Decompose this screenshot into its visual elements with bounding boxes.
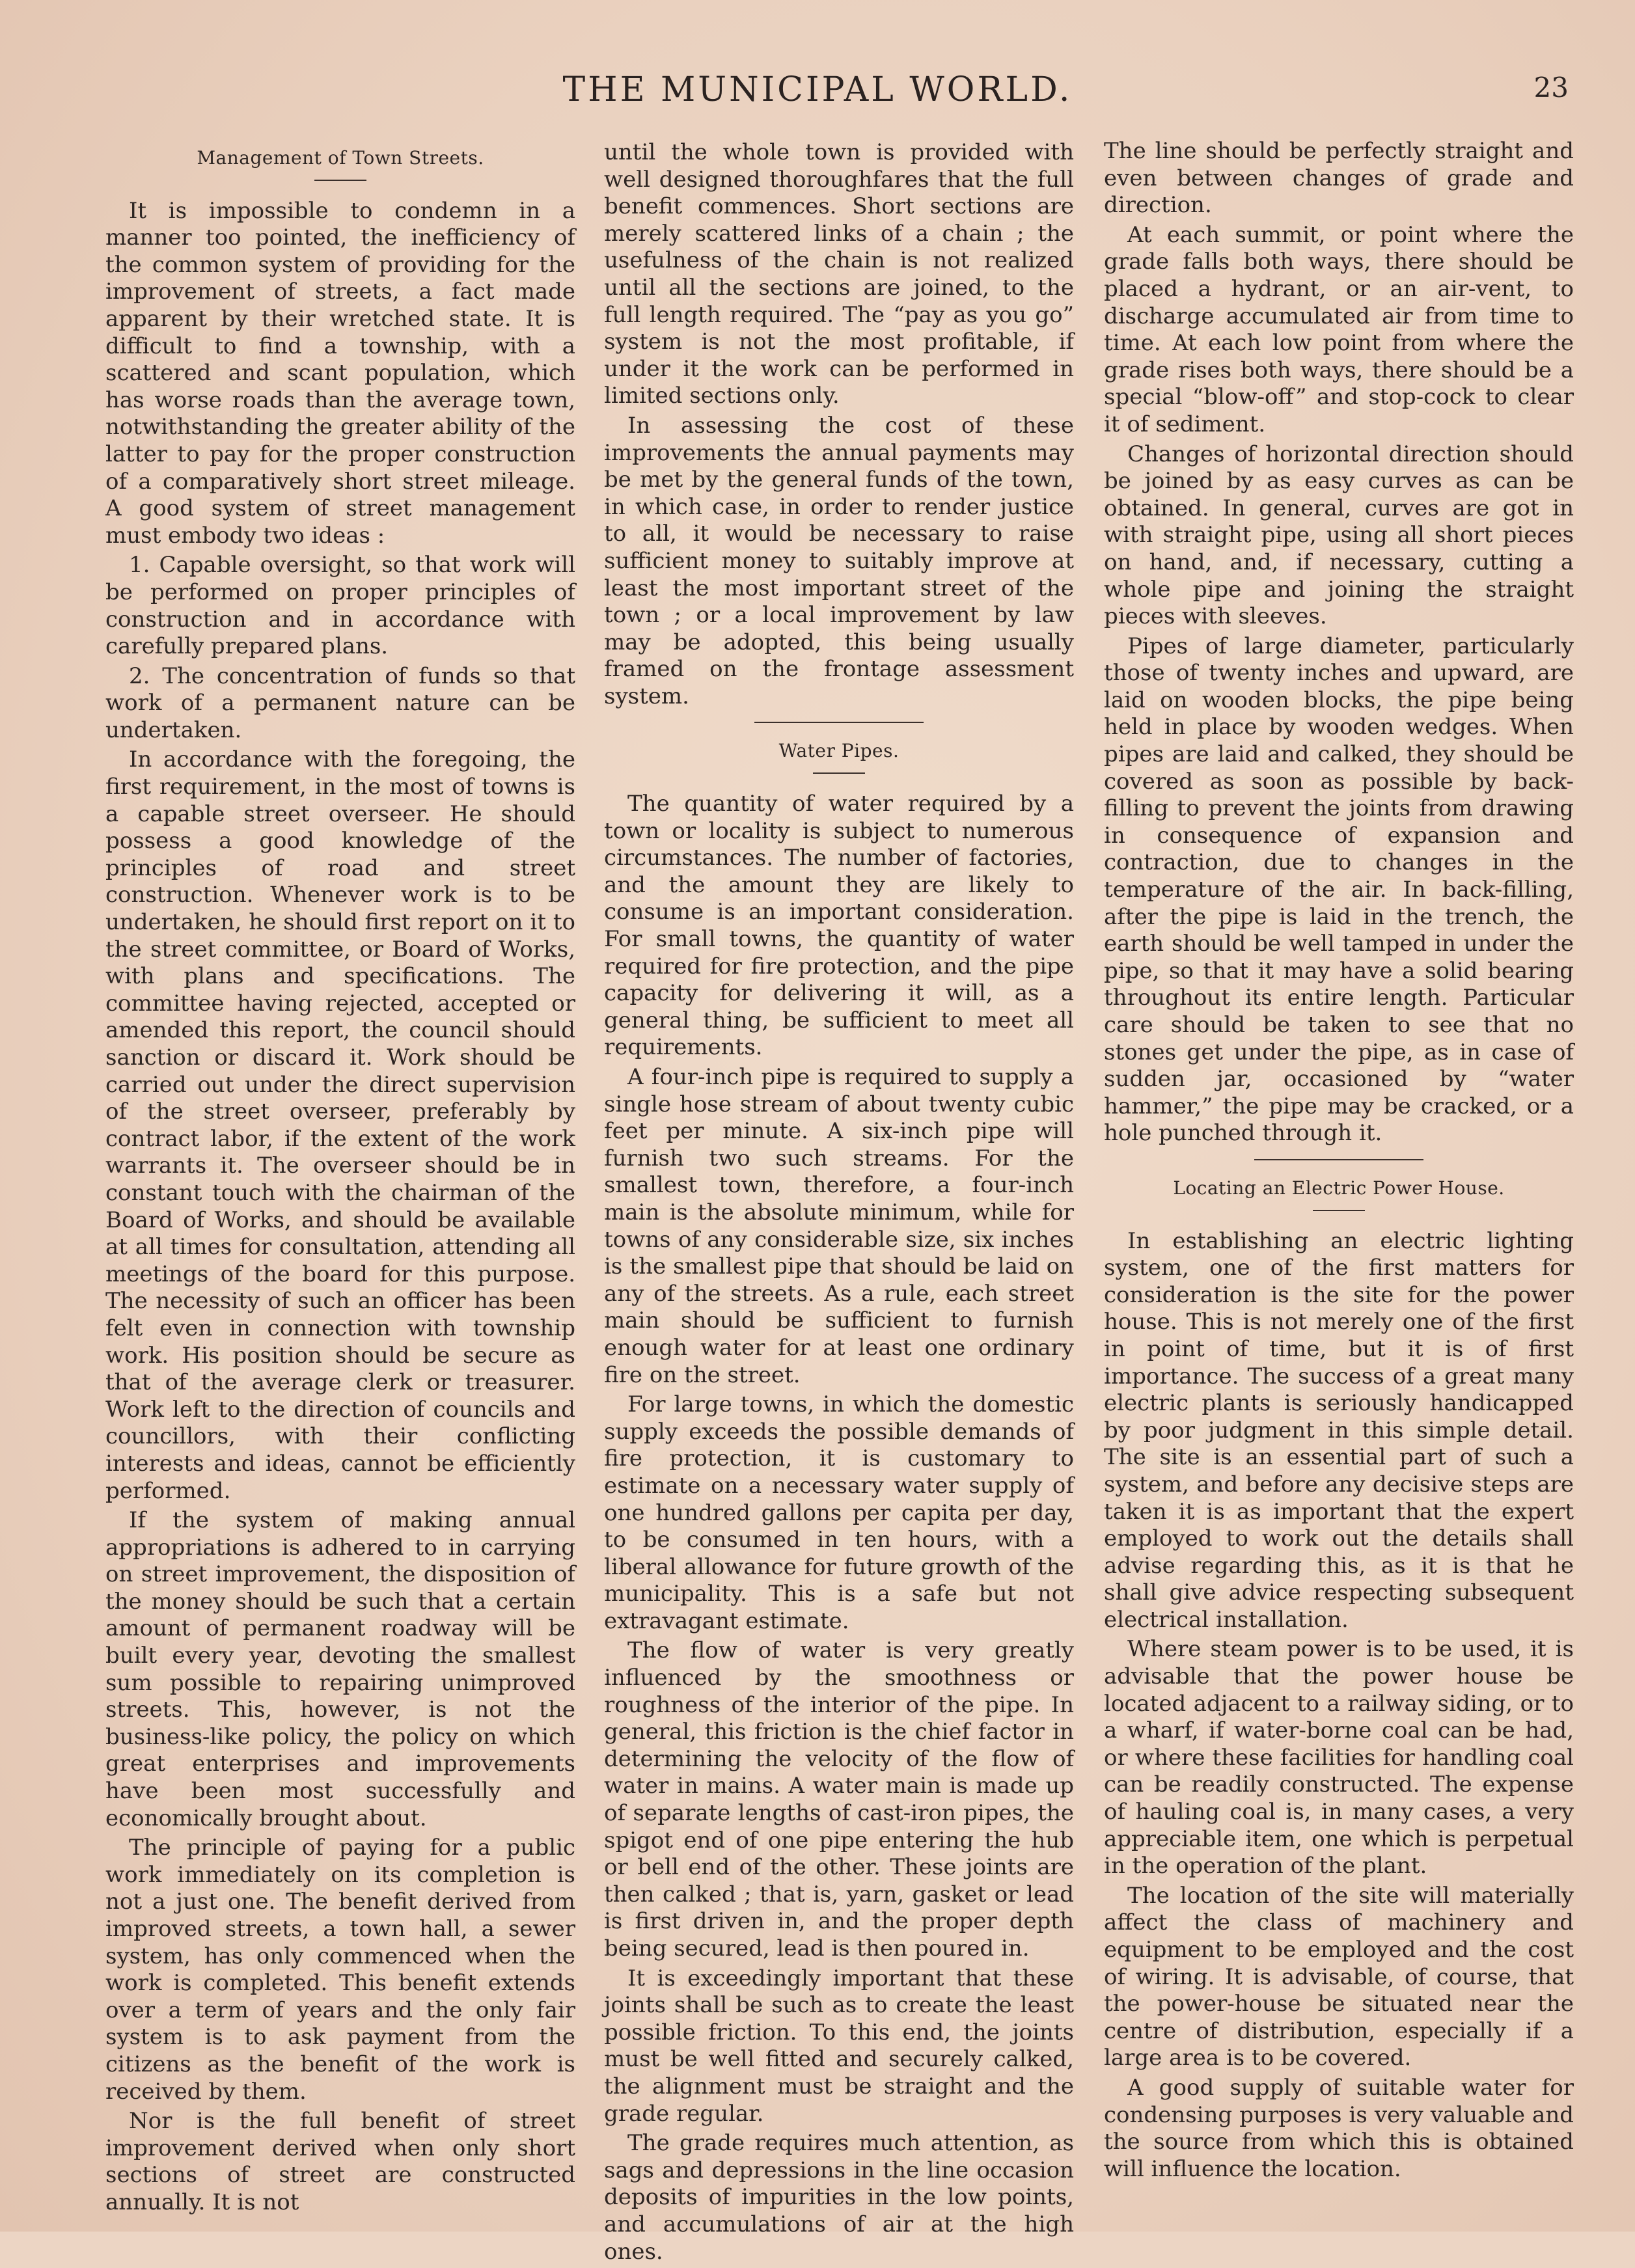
heading-divider <box>314 180 366 181</box>
paragraph: The quantity of water required by a town or locality is subject to numerous circumstances. The number of factories, and the amount they are likely to consume is an important consideration. For small towns, the quantity of water required for fire protection, and the pipe capacity for delivering it will, as a general thing, be sufficient to meet all requirements. <box>604 791 1074 1061</box>
masthead <box>0 70 1635 122</box>
paragraph: 1. Capable oversight, so that work will be performed on proper principles of construction and in accordance with carefully prepared plans. <box>105 552 575 660</box>
paragraph: For large towns, in which the domestic supply exceeds the possible demands of fire protection, it is customary to estimate on a necessary water supply of one hundred gallons per capita per day, to be consumed in ten hours, with a liberal allowance for future growth of the municipality. This is a safe but not extravagant estimate. <box>604 1391 1074 1634</box>
paragraph: Pipes of large diameter, particularly those of twenty inches and upward, are laid on wooden blocks, the pipe being held in place by wooden wedges. When pipes are laid and calked, they should be covered as soon as possible by back-filling to prevent the joints from drawing in consequence of expansion and contraction, due to changes in the temperature of the air. In back-filling, after the pipe is laid in the trench, the earth should be well tamped in under the pipe, so that it may have a solid bearing throughout its entire length. Particular care should be taken to see that no stones get under the pipe, as in case of sudden jar, occasioned by “water hammer,” the pipe may be cracked, or a hole punched through it. <box>1104 633 1574 1147</box>
paragraph: Nor is the full benefit of street improvement derived when only short sections of street are constructed annually. It is not <box>105 2108 575 2215</box>
paragraph: At each summit, or point where the grade falls both ways, there should be placed a hydrant, or an air-vent, to discharge accumulated air from time to time. At each low point from where the grade rises both ways, there should be a special “blow-off” and stop-cock to clear it of sediment. <box>1104 221 1574 437</box>
heading-divider <box>1313 1210 1365 1211</box>
article-heading-water-pipes: Water Pipes. <box>778 740 900 762</box>
paragraph: It is impossible to condemn in a manner too pointed, the inefficiency of the common system of providing for the improvement of streets, a fact made apparent by their wretched state. It is difficult to find a township, with a scattered and scant population, which has worse roads than the average town, notwithstanding the greater ability of the latter to pay for the proper construction of a comparatively short street mileage. A good system of street management must embody two ideas : <box>105 197 575 549</box>
paragraph: A good supply of suitable water for condensing purposes is very valuable and the source from which this is obtained will influence the location. <box>1104 2074 1574 2182</box>
paragraph: The grade requires much attention, as sags and depressions in the line occasion deposits of impurities in the low points, and accumulations of air at the high ones. <box>604 2130 1074 2265</box>
paragraph: Where steam power is to be used, it is advisable that the power house be located adjacent to a railway siding, or to a wharf, if water-borne coal can be had, or where these facilities for handling coal can be readily constructed. The expense of hauling coal is, in many cases, a very appreciable item, one which is perpetual in the operation of the plant. <box>1104 1636 1574 1879</box>
paragraph: It is exceedingly important that these joints shall be such as to create the least possible friction. To this end, the joints must be well fitted and securely calked, the alignment must be straight and the grade regular. <box>604 1965 1074 2127</box>
paragraph: A four-inch pipe is required to supply a single hose stream of about twenty cubic feet per minute. A six-inch pipe will furnish two such streams. For the smallest town, therefore, a four-inch main is the absolute minimum, while for towns of any considerable size, six inches is the smallest pipe that should be laid on any of the streets. As a rule, each street main should be sufficient to furnish enough water for at least one ordinary fire on the street. <box>604 1064 1074 1388</box>
article-divider <box>1254 1159 1423 1160</box>
column-1 <box>105 144 575 2219</box>
article-divider <box>754 722 924 723</box>
paragraph: In assessing the cost of these improvements the annual payments may be met by the general funds of the town, in which case, in order to render justice to all, it would be necessary to raise sufficient money to suitably improve at least the most important street of the town ; or a local improvement by law may be adopted, this being usually framed on the frontage assessment system. <box>604 412 1074 709</box>
paragraph: In accordance with the foregoing, the first requirement, in the most of towns is a capable street overseer. He should possess a good knowledge of the principles of road and street construction. Whenever work is to be undertaken, he should first report on it to the street committee, or Board of Works, with plans and specifications. The committee having rejected, accepted or amended this report, the council should sanction or discard it. Work should be carried out under the direct supervision of the street overseer, preferably by contract labor, if the extent of the work warrants it. The overseer should be in constant touch with the chairman of the Board of Works, and should be available at all times for consultation, attending all meetings of the board for this purpose. The necessity of such an officer has been felt even in connection with township work. His position should be secure as that of the average clerk or treasurer. Work left to the direction of councils and councillors, with their conflicting interests and ideas, cannot be efficiently performed. <box>105 746 575 1504</box>
paragraph: The location of the site will materially affect the class of machinery and equipment to be employed and the cost of wiring. It is advisable, of course, that the power-house be situated near the centre of distribution, especially if a large area is to be covered. <box>1104 1882 1574 2071</box>
paragraph-continued: The line should be perfectly straight and even between changes of grade and direction. <box>1104 138 1574 219</box>
paragraph: If the system of making annual appropriations is adhered to in carrying on street improvement, the disposition of the money should be such that a certain amount of permanent roadway will be built every year, devoting the smallest sum possible to repairing unimproved streets. This, however, is not the business-like policy, the policy on which great enterprises and improvements have been most successfully and economically brought about. <box>105 1507 575 1831</box>
paragraph: 2. The concentration of funds so that work of a permanent nature can be undertaken. <box>105 663 575 743</box>
article-heading-electric-power-house: Locating an Electric Power House. <box>1173 1177 1505 1199</box>
paragraph: The principle of paying for a public work immediately on its completion is not a just one. The benefit derived from improved streets, a town hall, a sewer system, has only commenced when the work is completed. This benefit extends over a term of years and the only fair system is to ask payment from the citizens as the benefit of the work is received by them. <box>105 1835 575 2105</box>
paragraph-continued: until the whole town is provided with well designed thoroughfares that the full benefit commences. Short sections are merely scattered links of a chain ; the usefulness of the chain is not realized until all the sections are joined, to the full length required. The “pay as you go” system is not the most profitable, if under it the work can be performed in limited sections only. <box>604 139 1074 409</box>
publication-title: THE MUNICIPAL WORLD. <box>562 70 1073 109</box>
column-2 <box>604 139 1074 2268</box>
article-heading-streets: Management of Town Streets. <box>197 147 484 169</box>
page-number: 23 <box>1533 72 1569 103</box>
paragraph: Changes of horizontal direction should be joined by as easy curves as can be obtained. In general, curves are got in with straight pipe, using all short pieces on hand, and, if necessary, cutting a whole pipe and joining the straight pieces with sleeves. <box>1104 441 1574 630</box>
column-3 <box>1104 138 1574 2185</box>
heading-divider <box>813 772 865 774</box>
paragraph: In establishing an electric lighting system, one of the first matters for consideration is the site for the power house. This is not merely one of the first in point of time, but it is of first importance. The success of a great many electric plants is seriously handicapped by poor judgment in this simple detail. The site is an essential part of such a system, and before any decisive steps are taken it is as important that the expert employed to work out the details shall advise regarding this, as it is that he shall give advice respecting subsequent electrical installation. <box>1104 1227 1574 1633</box>
paragraph: The flow of water is very greatly influenced by the smoothness or roughness of the interior of the pipe. In general, this friction is the chief factor in determining the velocity of the flow of water in mains. A water main is made up of separate lengths of cast-iron pipes, the spigot end of one pipe entering the hub or bell end of the other. These joints are then calked ; that is, yarn, gasket or lead is first driven in, and the proper depth being secured, lead is then poured in. <box>604 1637 1074 1961</box>
